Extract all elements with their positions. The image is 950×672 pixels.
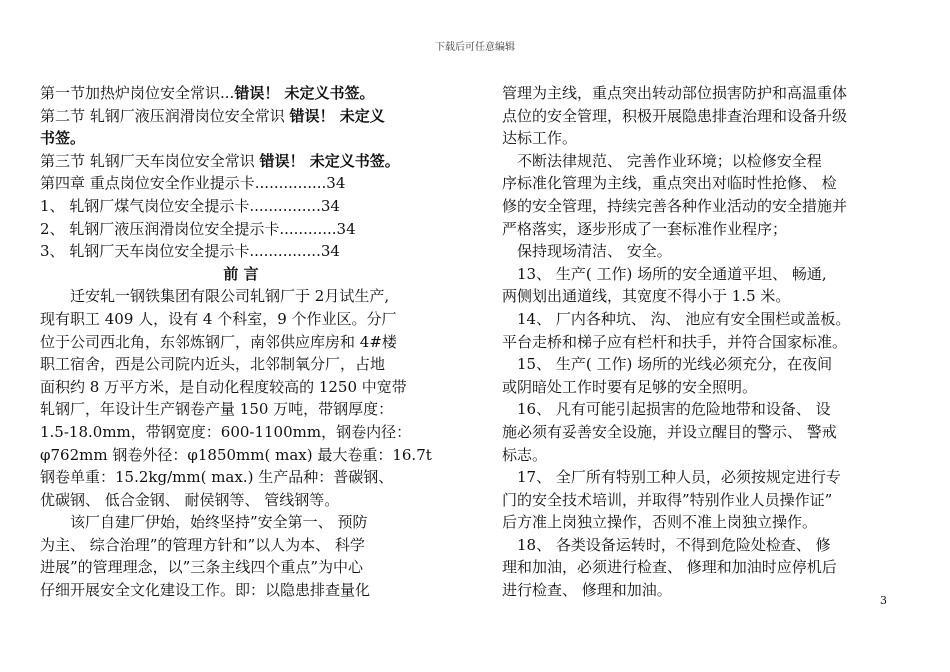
toc-text: 2、 轧钢厂液压润滑岗位安全提示卡............34	[40, 219, 356, 238]
body-line: 13、 生产( 工作) 场所的安全通道平坦、 畅通,	[502, 264, 827, 283]
toc-line	[40, 218, 442, 241]
right-column	[502, 82, 902, 602]
body-line: 16、 凡有可能引起损害的危险地带和设备、 设	[502, 400, 831, 419]
body-line: 位于公司西北角，东邻炼钢厂，南邻供应库房和 4#楼	[40, 332, 397, 351]
body-line: 迁安轧一钢铁集团有限公司轧钢厂于 2月试生产,	[40, 287, 390, 306]
body-line: 修的安全管理，持续完善各种作业活动的安全措施并	[502, 196, 848, 215]
body-line: 不断法律规范、 完善作业环境；以检修安全程	[502, 151, 822, 170]
toc-text: 第四章 重点岗位安全作业提示卡...............34	[40, 174, 346, 193]
body-line: 标志。	[502, 445, 548, 464]
toc-error: 书签。	[40, 129, 86, 148]
body-line: 进展”的管理理念，以”三条主线四个重点”为中心	[40, 558, 364, 577]
body-line: 14、 厂内各种坑、 沟、 池应有安全围栏或盖板。	[502, 309, 851, 328]
body-line: 严格落实，逐步形成了一套标准作业程序；	[502, 219, 788, 238]
toc-line	[40, 195, 442, 218]
toc-line	[40, 127, 442, 150]
body-line: 17、 全厂所有特别工种人员，必须按规定进行专	[502, 468, 841, 487]
toc-text: 第二节 轧钢厂液压润滑岗位安全常识	[40, 106, 290, 125]
toc-error: 错误！ 未定义	[289, 106, 385, 125]
toc-line	[40, 150, 442, 173]
page-number: 3	[880, 594, 887, 607]
toc-error: 错误！ 未定义书签。	[234, 84, 375, 102]
body-line: 职工宿舍，西是公司院内近头，北邻制氧分厂，占地	[40, 355, 386, 374]
toc-line	[40, 240, 442, 263]
section-title: 前 言	[223, 264, 259, 283]
body-line: 施必须有妥善安全设施，并设立醒目的警示、 警戒	[502, 422, 837, 441]
toc-error: 错误！ 未定义书签。	[259, 151, 400, 170]
body-line: 钢卷单重：15.2kg/mm( max.) 生产品种：普碳钢、	[40, 468, 394, 487]
body-line: 仔细开展安全文化建设工作。即：以隐患排查量化	[40, 581, 371, 600]
left-column	[40, 82, 442, 602]
body-line: 18、 各类设备运转时，不得到危险处检查、 修	[502, 535, 831, 554]
toc-line	[40, 105, 442, 128]
body-line: 进行检查、 修理和加油。	[502, 581, 672, 600]
body-line: 或阴暗处工作时要有足够的安全照明。	[502, 377, 758, 396]
toc-text: 3、 轧钢厂天车岗位安全提示卡...............34	[40, 242, 340, 261]
toc-text: 1、 轧钢厂煤气岗位安全提示卡...............34	[40, 196, 340, 215]
body-line: 理和加油，必须进行检查、 修理和加油时应停机后	[502, 558, 837, 577]
body-line: 管理为主线，重点突出转动部位损害防护和高温重体	[502, 84, 848, 102]
toc-line	[40, 82, 442, 105]
toc-text: 第一节加热炉岗位安全常识...	[40, 84, 235, 102]
body-line: 达标工作。	[502, 129, 578, 148]
body-line: 点位的安全管理，积极开展隐患排查治理和设备升级	[502, 106, 848, 125]
toc-text: 第三节 轧钢厂天车岗位安全常识	[40, 151, 260, 170]
body-line: 序标准化管理为主线，重点突出对临时性抢修、 检	[502, 174, 837, 193]
body-line: 门的安全技术培训，并取得”特别作业人员操作证”	[502, 490, 833, 509]
body-line: 面积约 8 万平方米，是自动化程度较高的 1250 中宽带	[40, 377, 407, 396]
body-line: 后方准上岗独立操作，否则不准上岗独立操作。	[502, 513, 818, 532]
body-line: 两侧划出通道线，其宽度不得小于 1.5 米。	[502, 287, 791, 306]
page-header: 下载后可任意编辑	[435, 42, 515, 53]
body-line: 优碳钢、 低合金钢、 耐侯钢等、 管线钢等。	[40, 490, 340, 509]
body-line: 1.5-18.0mm，带钢宽度：600-1100mm，钢卷内径：	[40, 422, 412, 441]
body-line: 15、 生产( 工作) 场所的光线必须充分，在夜间	[502, 355, 833, 374]
body-line: 该厂自建厂伊始，始终坚持”安全第一、 预防	[40, 513, 368, 532]
toc-line	[40, 172, 442, 195]
body-line: φ762mm 钢卷外径：φ1850mm( max) 最大卷重：16.7t	[40, 445, 432, 464]
body-line: 现有职工 409 人，设有 4 个科室，9 个作业区。分厂	[40, 309, 397, 328]
body-line: 为主、 综合治理”的管理方针和”以人为本、 科学	[40, 535, 365, 554]
body-line: 轧钢厂，年设计生产钢卷产量 150 万吨，带钢厚度：	[40, 400, 394, 419]
body-line: 保持现场清洁、 安全。	[502, 242, 672, 261]
body-line: 平台走桥和梯子应有栏杆和扶手，并符合国家标准。	[502, 332, 848, 351]
